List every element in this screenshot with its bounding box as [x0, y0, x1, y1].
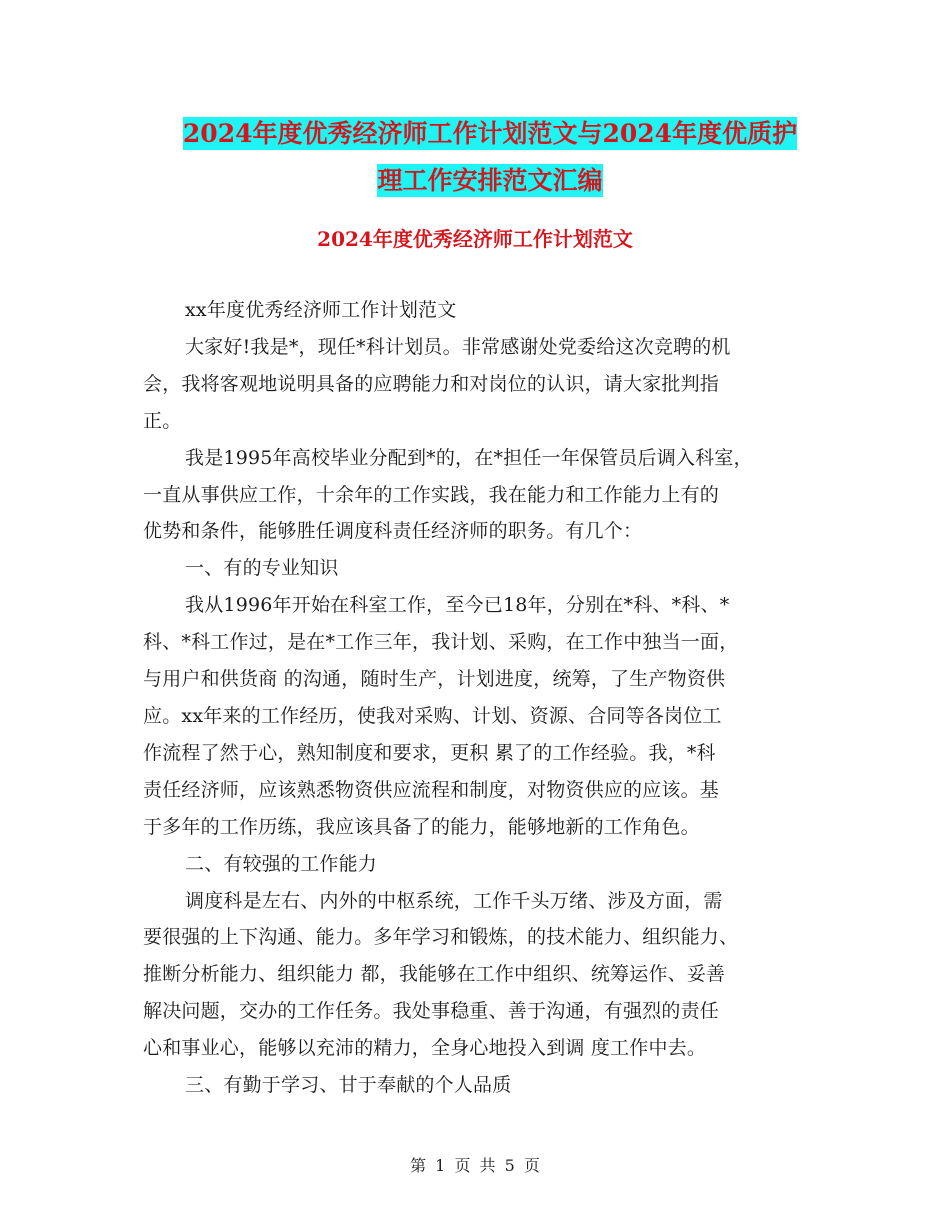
section-title: 2024年度优秀经济师工作计划范文	[317, 227, 633, 251]
body-line: 作流程了然于心，熟知制度和要求，更积 累了的工作经验。我，*科	[143, 741, 716, 764]
body-line: 大家好!我是*，现任*科计划员。非常感谢处党委给这次竞聘的机	[185, 335, 731, 358]
body-line: 与用户和供货商 的沟通，随时生产，计划进度，统筹，了生产物资供	[143, 668, 726, 691]
body-line: xx年度优秀经济师工作计划范文	[185, 299, 457, 321]
body-line: 解决问题，交办的工作任务。我处事稳重、善于沟通，有强烈的责任	[143, 1000, 720, 1023]
body-line: 一、有的专业知识	[185, 557, 339, 580]
document-title	[140, 110, 840, 204]
body-line: 一直从事供应工作，十余年的工作实践，我在能力和工作能力上有的	[143, 483, 720, 506]
body-line: 调度科是左右、内外的中枢系统，工作千头万绪、涉及方面，需	[185, 889, 723, 912]
body-line: 科、*科工作过，是在*工作三年，我计划、采购，在工作中独当一面，	[143, 631, 739, 654]
body-line: 我是1995年高校毕业分配到*的，在*担任一年保管员后调入科室，	[185, 446, 753, 469]
body-line: 心和事业心，能够以充沛的精力，全身心地投入到调 度工作中去。	[143, 1037, 707, 1060]
body-line: 于多年的工作历练，我应该具备了的能力，能够地新的工作角色。	[143, 815, 700, 838]
document-title-line-1: 2024年度优秀经济师工作计划范文与2024年度优质护	[182, 119, 798, 148]
body-line: 责任经济师，应该熟悉物资供应流程和制度，对物资供应的应该。基	[143, 778, 720, 801]
body-line: 会，我将客观地说明具备的应聘能力和对岗位的认识，请大家批判指	[143, 372, 720, 395]
body-line: 我从1996年开始在科室工作，至今已18年，分别在*科、*科、*	[185, 594, 730, 617]
body-line: 推断分析能力、组织能力 都，我能够在工作中组织、统筹运作、妥善	[143, 963, 726, 986]
body-line: 应。xx年来的工作经历，使我对采购、计划、资源、合同等各岗位工	[143, 704, 722, 727]
body-line: 三、有勤于学习、甘于奉献的个人品质	[185, 1074, 512, 1097]
body-line: 要很强的上下沟通、能力。多年学习和锻炼，的技术能力、组织能力、	[143, 926, 739, 949]
body-line: 二、有较强的工作能力	[185, 852, 378, 875]
document-title-line-2: 理工作安排范文汇编	[377, 166, 603, 195]
body-line: 优势和条件，能够胜任调度科责任经济师的职务。有几个：	[143, 520, 643, 543]
document-body	[143, 292, 813, 1104]
page-number-footer: 第 1 页 共 5 页	[410, 1156, 540, 1175]
body-line: 正。	[143, 409, 182, 432]
